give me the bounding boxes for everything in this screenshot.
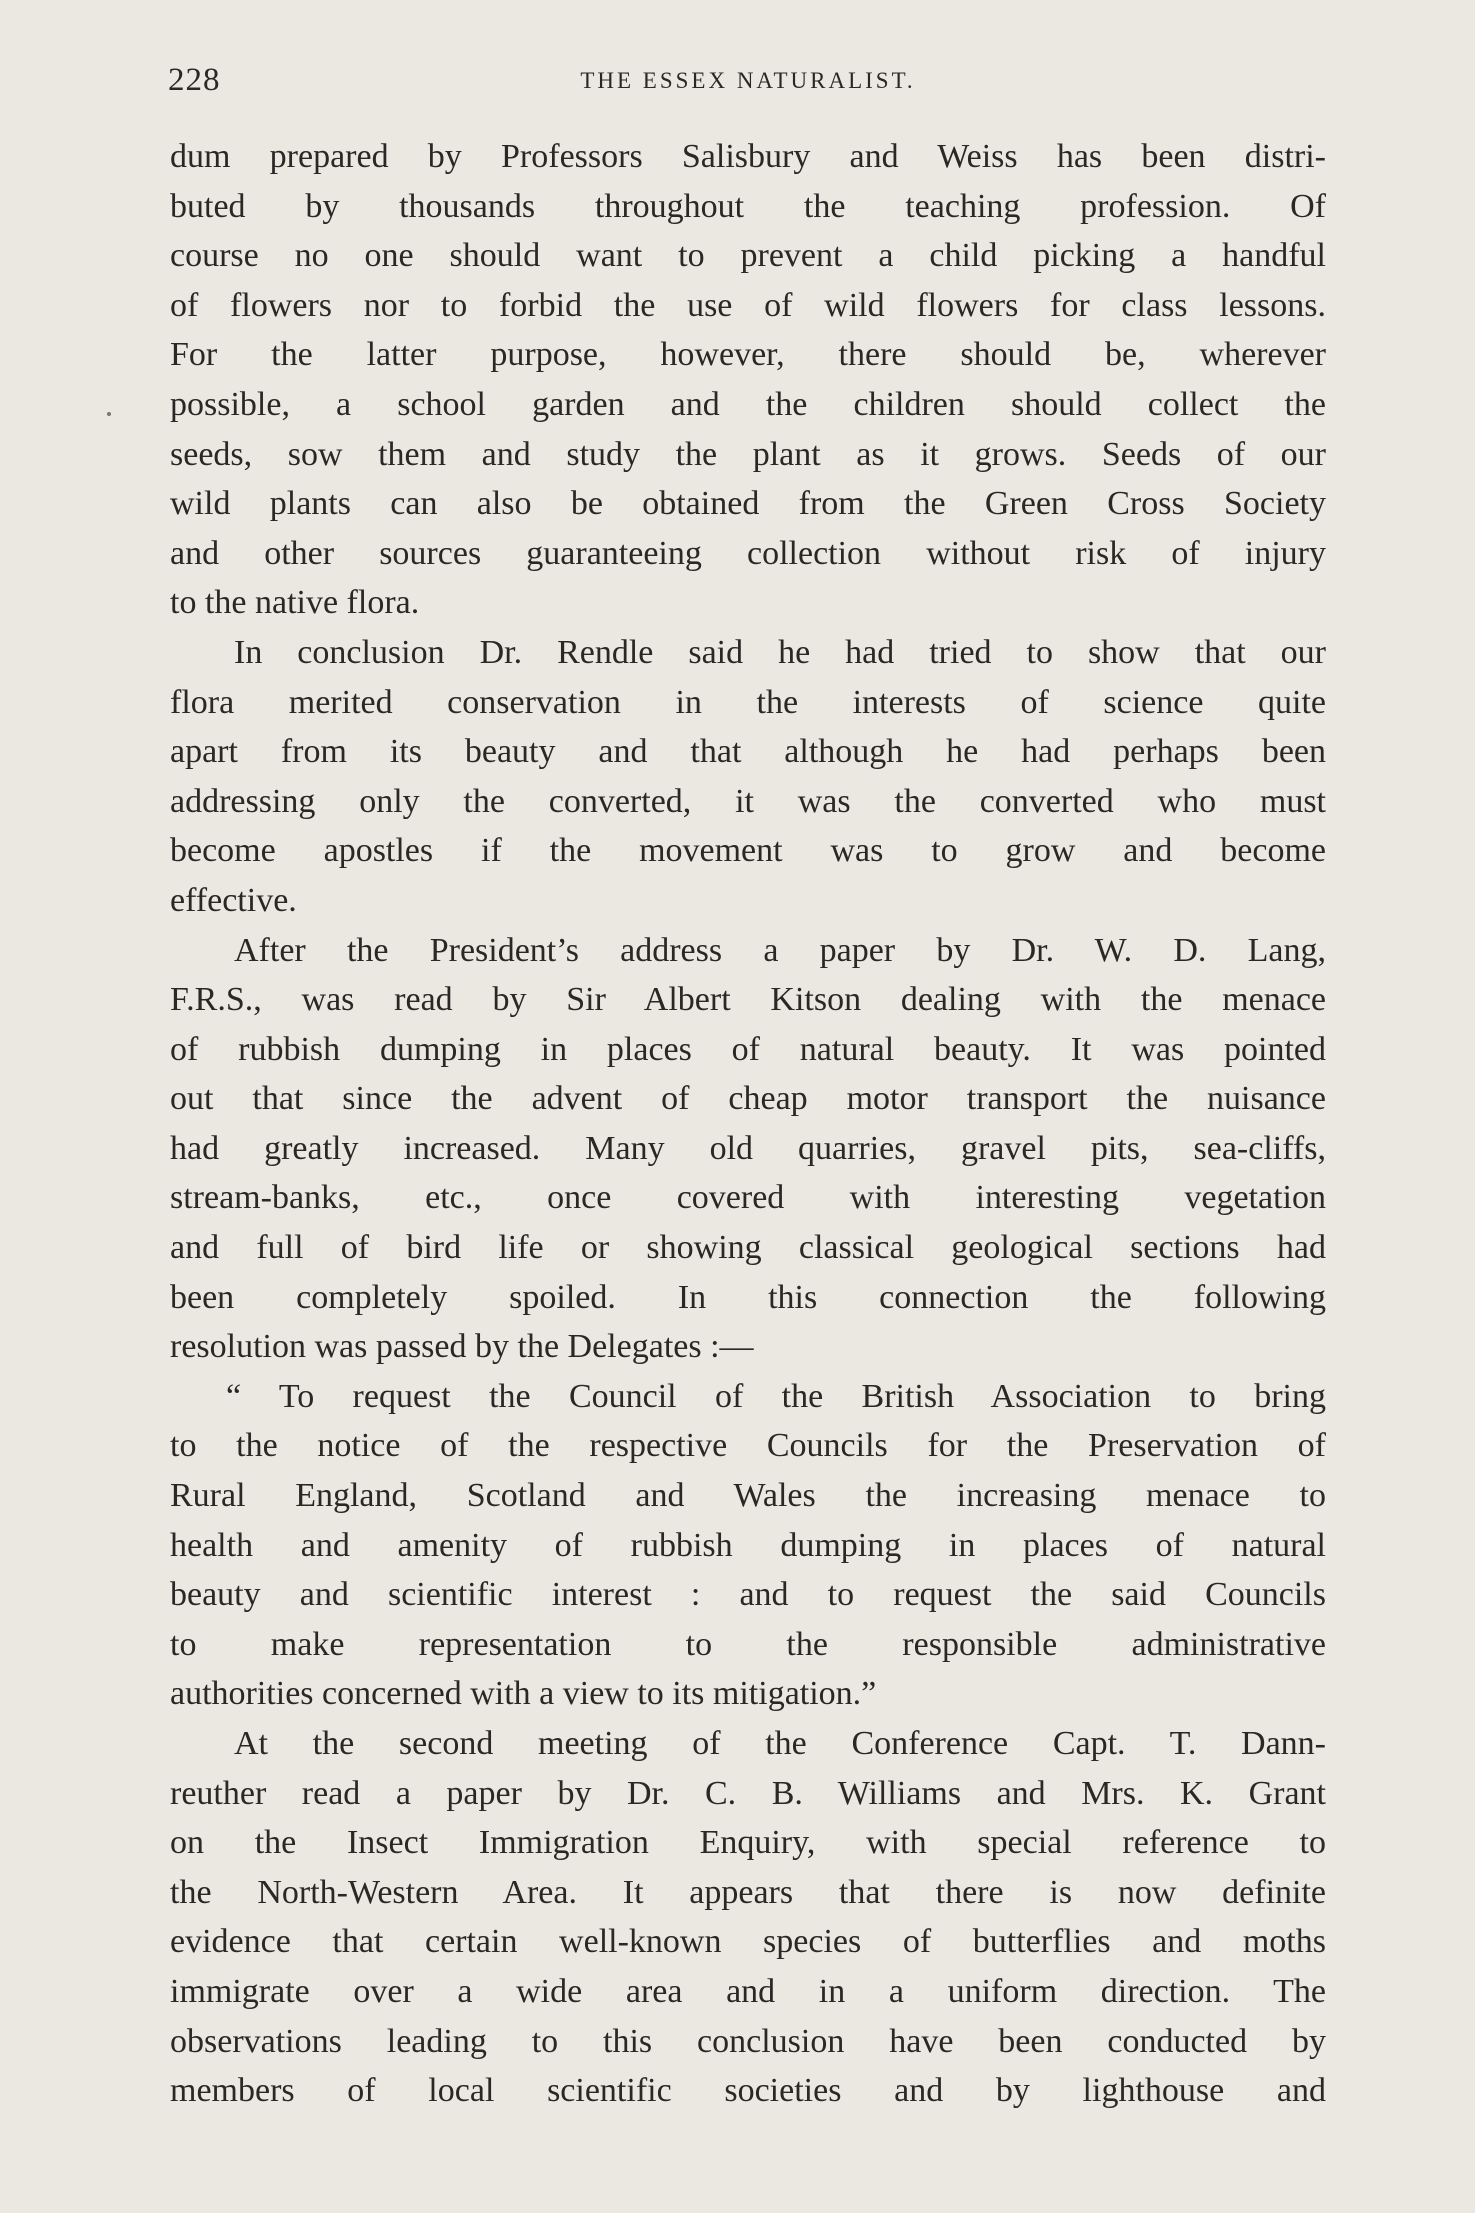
text-line: immigrate over a wide area and in a uniform direction. The bbox=[170, 1972, 1326, 2010]
running-title: THE ESSEX NATURALIST. bbox=[580, 68, 916, 93]
paragraph-start-line: After the President’s address a paper by Dr. W. D. Lang, bbox=[234, 931, 1326, 969]
text-line: observations leading to this conclusion have been conducted by bbox=[170, 2022, 1326, 2060]
quote-start-line: “ To request the Council of the British Association to bring bbox=[226, 1377, 1326, 1415]
text-line: resolution was passed by the Delegates :— bbox=[170, 1328, 754, 1366]
page-number: 228 bbox=[168, 62, 221, 98]
paragraph-start-line: In conclusion Dr. Rendle said he had tried to show that our bbox=[234, 633, 1326, 671]
text-line: out that since the advent of cheap motor transport the nuisance bbox=[170, 1080, 1326, 1118]
text-line: wild plants can also be obtained from the Green Cross Society bbox=[170, 485, 1326, 523]
body-text bbox=[170, 132, 1326, 2116]
text-line: evidence that certain well-known species of butterflies and moths bbox=[170, 1923, 1326, 1961]
text-line: been completely spoiled. In this connection the following bbox=[170, 1278, 1326, 1316]
text-line: apart from its beauty and that although he had perhaps been bbox=[170, 733, 1326, 771]
text-line: to make representation to the responsible administrative bbox=[170, 1625, 1326, 1663]
text-line: reuther read a paper by Dr. C. B. Williams and Mrs. K. Grant bbox=[170, 1774, 1326, 1812]
text-line: to the notice of the respective Councils for the Preservation of bbox=[170, 1427, 1326, 1465]
text-line: and full of bird life or showing classical geological sections had bbox=[170, 1229, 1326, 1267]
text-line: authorities concerned with a view to its mitigation.” bbox=[170, 1675, 877, 1713]
margin-mark bbox=[107, 412, 111, 416]
text-line: flora merited conservation in the interests of science quite bbox=[170, 683, 1326, 721]
text-line: Rural England, Scotland and Wales the increasing menace to bbox=[170, 1477, 1326, 1515]
text-line: buted by thousands throughout the teaching profession. Of bbox=[170, 187, 1326, 225]
text-line: members of local scientific societies and by lighthouse and bbox=[170, 2072, 1326, 2110]
text-line: F.R.S., was read by Sir Albert Kitson dealing with the menace bbox=[170, 981, 1326, 1019]
text-line: to the native flora. bbox=[170, 584, 420, 622]
text-line: beauty and scientific interest : and to request the said Councils bbox=[170, 1576, 1326, 1614]
text-line: course no one should want to prevent a child picking a handful bbox=[170, 237, 1326, 275]
page-header bbox=[168, 62, 1328, 112]
text-line: the North-Western Area. It appears that there is now definite bbox=[170, 1873, 1326, 1911]
paragraph-start-line: At the second meeting of the Conference Capt. T. Dann- bbox=[234, 1725, 1326, 1762]
text-line: stream-banks, etc., once covered with interesting vegetation bbox=[170, 1179, 1326, 1217]
text-line: seeds, sow them and study the plant as it grows. Seeds of our bbox=[170, 435, 1326, 473]
text-line: on the Insect Immigration Enquiry, with special reference to bbox=[170, 1824, 1326, 1862]
text-line: become apostles if the movement was to grow and become bbox=[170, 832, 1326, 870]
text-line: possible, a school garden and the children should collect the bbox=[170, 385, 1326, 423]
text-line: addressing only the converted, it was the converted who must bbox=[170, 782, 1326, 820]
text-line: health and amenity of rubbish dumping in places of natural bbox=[170, 1526, 1326, 1564]
text-line: of rubbish dumping in places of natural beauty. It was pointed bbox=[170, 1030, 1326, 1068]
text-line: For the latter purpose, however, there should be, wherever bbox=[170, 336, 1326, 374]
text-line: and other sources guaranteeing collection without risk of injury bbox=[170, 534, 1326, 572]
text-line: had greatly increased. Many old quarries, gravel pits, sea-cliffs, bbox=[170, 1129, 1326, 1167]
text-line: of flowers nor to forbid the use of wild flowers for class lessons. bbox=[170, 286, 1326, 324]
text-line: effective. bbox=[170, 881, 297, 919]
text-line: dum prepared by Professors Salisbury and Weiss has been distri- bbox=[170, 138, 1326, 175]
